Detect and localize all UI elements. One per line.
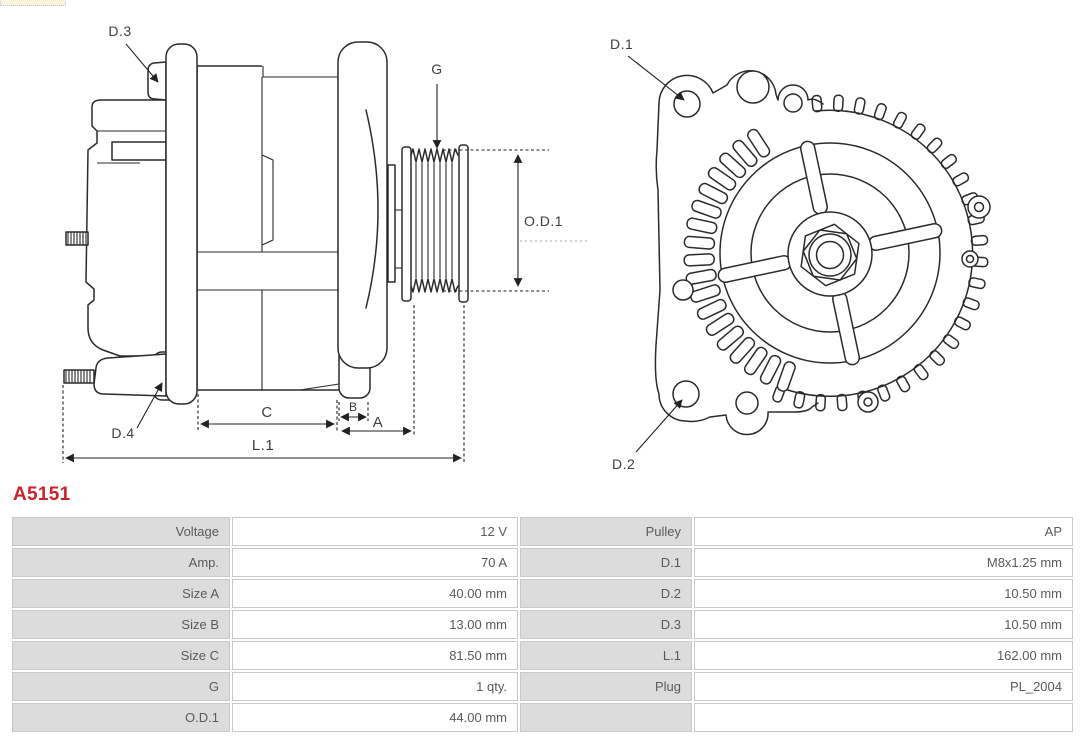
spec-label-cell — [520, 703, 692, 732]
spec-label-cell: Amp. — [12, 548, 230, 577]
table-row — [12, 703, 1073, 732]
spec-value-cell: PL_2004 — [694, 672, 1073, 701]
spec-value-cell: 70 A — [232, 548, 518, 577]
alternator-side-view-drawing — [0, 0, 590, 480]
specifications — [10, 515, 1075, 734]
spec-label-cell: O.D.1 — [12, 703, 230, 732]
table-row — [12, 610, 1073, 639]
spec-value-cell: 13.00 mm — [232, 610, 518, 639]
alternator-rear-view-drawing — [580, 0, 1080, 480]
table-row — [12, 641, 1073, 670]
stator-body — [197, 66, 345, 390]
spec-value-cell: AP — [694, 517, 1073, 546]
dim-label-d2: D.2 — [612, 456, 636, 472]
fan-disc — [388, 165, 395, 282]
plate-hole-left — [673, 280, 693, 300]
spec-label-cell: D.1 — [520, 548, 692, 577]
spec-value-cell: 10.50 mm — [694, 579, 1073, 608]
dim-label-a: A — [372, 414, 384, 431]
spec-value-cell: 40.00 mm — [232, 579, 518, 608]
mount-hole-top-small — [784, 94, 802, 112]
dim-label-l1: L.1 — [251, 437, 275, 454]
brush-holder — [112, 142, 166, 160]
table-row — [12, 548, 1073, 577]
spec-value-cell: 162.00 mm — [694, 641, 1073, 670]
dim-label-d3: D.3 — [108, 23, 132, 39]
lower-mounting-lug — [94, 354, 166, 396]
spec-label-cell: Voltage — [12, 517, 230, 546]
spec-value-cell: 81.50 mm — [232, 641, 518, 670]
pulley — [402, 145, 468, 302]
dim-label-b: B — [348, 400, 358, 414]
dim-label-d1: D.1 — [610, 36, 634, 52]
mount-hole-bottom — [736, 392, 758, 414]
spec-table-body — [12, 517, 1073, 732]
spec-label-cell: G — [12, 672, 230, 701]
rear-housing — [86, 100, 166, 356]
table-row — [12, 517, 1073, 546]
table-row — [12, 672, 1073, 701]
spec-table — [10, 515, 1075, 734]
spec-value-cell: M8x1.25 mm — [694, 548, 1073, 577]
dim-label-c: C — [261, 404, 273, 421]
shaft-center — [817, 242, 844, 269]
spec-label-cell: Size A — [12, 579, 230, 608]
spec-label-cell: Size B — [12, 610, 230, 639]
spec-label-cell: Pulley — [520, 517, 692, 546]
spec-label-cell: Plug — [520, 672, 692, 701]
spec-value-cell: 10.50 mm — [694, 610, 1073, 639]
mount-hole-top — [737, 71, 769, 103]
spec-label-cell: D.3 — [520, 610, 692, 639]
spec-value-cell: 44.00 mm — [232, 703, 518, 732]
dim-label-d4: D.4 — [111, 425, 135, 441]
mount-hole-bottom-left — [673, 381, 699, 407]
front-bracket — [338, 42, 387, 368]
spec-label-cell: L.1 — [520, 641, 692, 670]
spec-value-cell: 12 V — [232, 517, 518, 546]
lower-terminal-stud — [64, 370, 94, 383]
part-number-title: A5151 — [13, 484, 71, 505]
upper-terminal-stud — [66, 232, 88, 245]
spec-label-cell: D.2 — [520, 579, 692, 608]
spec-value-cell — [694, 703, 1073, 732]
table-row — [12, 579, 1073, 608]
dim-label-od1: O.D.1 — [524, 213, 564, 229]
mounting-flange — [166, 44, 197, 404]
spec-value-cell: 1 qty. — [232, 672, 518, 701]
dim-label-g: G — [431, 61, 443, 77]
spec-label-cell: Size C — [12, 641, 230, 670]
